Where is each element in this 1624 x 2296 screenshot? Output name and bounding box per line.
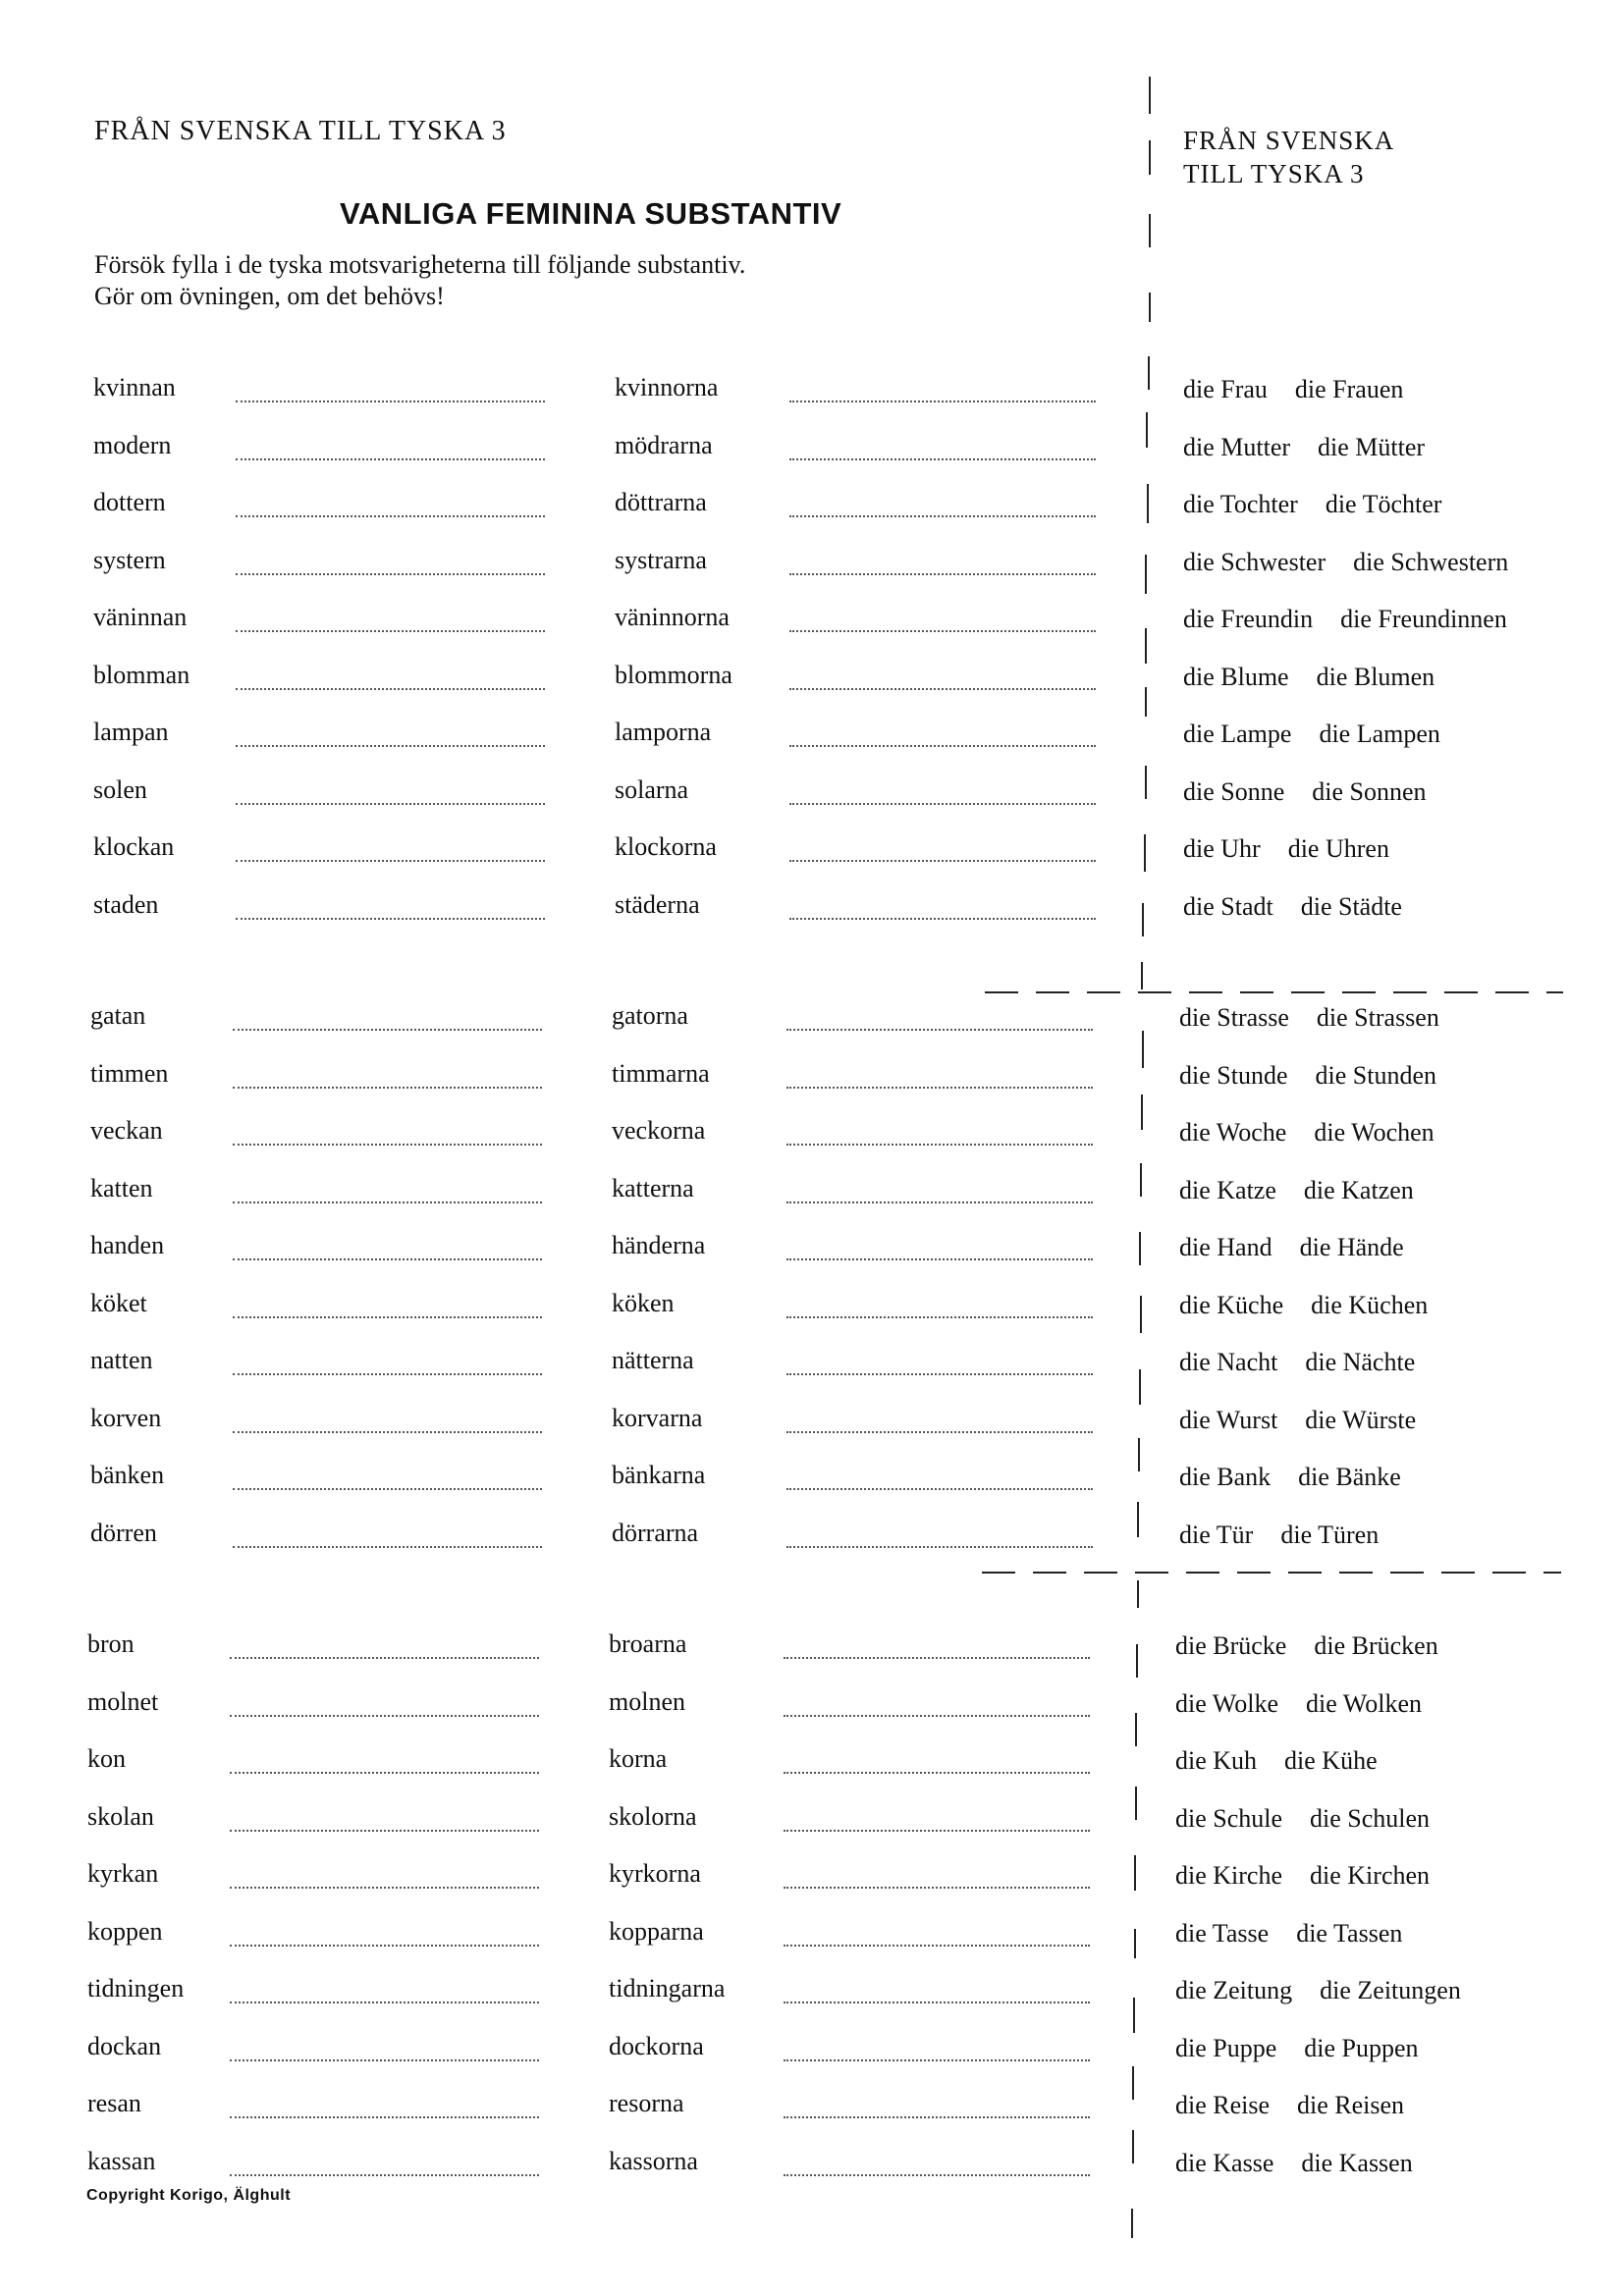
swedish-plural: katterna bbox=[612, 1173, 694, 1202]
swedish-singular: timmen bbox=[90, 1058, 169, 1088]
fold-dash bbox=[1543, 1572, 1561, 1574]
german-plural: die Lampen bbox=[1319, 720, 1440, 748]
answer-blank-plural[interactable] bbox=[784, 2116, 1090, 2118]
german-singular: die Schwester bbox=[1183, 547, 1326, 576]
answer-blank-plural[interactable] bbox=[784, 1657, 1090, 1659]
german-singular: die Mutter bbox=[1183, 432, 1291, 461]
german-answer bbox=[1183, 605, 1507, 634]
german-singular: die Stadt bbox=[1183, 891, 1273, 921]
german-plural: die Bänke bbox=[1298, 1463, 1401, 1491]
german-plural: die Schwestern bbox=[1353, 547, 1509, 576]
swedish-singular: handen bbox=[90, 1231, 165, 1259]
swedish-singular: väninnan bbox=[93, 603, 188, 631]
german-answer bbox=[1175, 2034, 1419, 2063]
swedish-singular: modern bbox=[93, 430, 172, 459]
instruction-line-1: Försök fylla i de tyska motsvarigheterna till följande substantiv. bbox=[94, 250, 746, 279]
fold-dash bbox=[1084, 1572, 1117, 1574]
cut-line-segment bbox=[1149, 140, 1151, 175]
german-singular: die Tochter bbox=[1183, 490, 1298, 518]
german-answer bbox=[1179, 1176, 1414, 1205]
swedish-singular: kyrkan bbox=[87, 1859, 159, 1888]
answer-key-header bbox=[1183, 124, 1394, 190]
german-singular: die Strasse bbox=[1179, 1003, 1289, 1032]
german-plural: die Brücken bbox=[1314, 1631, 1438, 1660]
cut-line-segment bbox=[1145, 766, 1147, 799]
german-answer bbox=[1179, 1521, 1379, 1550]
swedish-singular: lampan bbox=[93, 718, 169, 746]
answer-blank-singular[interactable] bbox=[233, 1373, 542, 1375]
swedish-plural: veckorna bbox=[612, 1116, 706, 1145]
swedish-plural: molnen bbox=[609, 1686, 685, 1716]
cut-line-segment bbox=[1142, 903, 1144, 936]
german-plural: die Schulen bbox=[1310, 1803, 1431, 1833]
german-plural: die Strassen bbox=[1316, 1003, 1439, 1032]
swedish-singular: dörren bbox=[90, 1518, 157, 1547]
swedish-plural: kassorna bbox=[609, 2146, 698, 2175]
answer-blank-plural[interactable] bbox=[789, 860, 1096, 862]
german-singular: die Kuh bbox=[1175, 1746, 1258, 1775]
answer-blank-plural[interactable] bbox=[786, 1373, 1093, 1375]
answer-blank-singular[interactable] bbox=[233, 1029, 542, 1031]
answer-blank-singular[interactable] bbox=[233, 1258, 542, 1260]
german-answer bbox=[1175, 2091, 1404, 2120]
answer-blank-plural[interactable] bbox=[786, 1546, 1093, 1548]
german-singular: die Lampe bbox=[1183, 720, 1292, 748]
german-answer bbox=[1175, 1631, 1438, 1661]
german-plural: die Küchen bbox=[1311, 1290, 1429, 1319]
german-singular: die Hand bbox=[1179, 1233, 1272, 1261]
german-singular: die Tasse bbox=[1175, 1918, 1270, 1948]
cut-line-segment bbox=[1149, 214, 1151, 247]
swedish-plural: solarna bbox=[615, 774, 689, 804]
cut-line-segment bbox=[1135, 1787, 1137, 1820]
answer-blank-plural[interactable] bbox=[789, 803, 1096, 805]
swedish-plural: timmarna bbox=[612, 1058, 710, 1088]
cut-line-segment bbox=[1146, 412, 1148, 448]
swedish-singular: katten bbox=[90, 1173, 153, 1202]
cut-line-segment bbox=[1136, 1644, 1138, 1678]
swedish-singular: bron bbox=[87, 1629, 135, 1658]
german-answer bbox=[1175, 1804, 1430, 1834]
german-plural: die Frauen bbox=[1294, 375, 1404, 403]
fold-dash bbox=[1441, 1572, 1475, 1574]
german-answer bbox=[1183, 834, 1389, 864]
german-singular: die Uhr bbox=[1183, 834, 1261, 863]
answer-blank-singular[interactable] bbox=[233, 1431, 542, 1433]
cut-line-segment bbox=[1134, 1929, 1136, 1958]
answer-blank-plural[interactable] bbox=[784, 1945, 1090, 1947]
cut-line-segment bbox=[1139, 1232, 1141, 1265]
answer-blank-singular[interactable] bbox=[230, 1945, 539, 1947]
german-singular: die Zeitung bbox=[1175, 1976, 1293, 2004]
swedish-singular: skolan bbox=[87, 1801, 154, 1831]
answer-key-header-line-2: TILL TYSKA 3 bbox=[1183, 159, 1365, 188]
german-plural: die Würste bbox=[1305, 1405, 1417, 1434]
cut-line-segment bbox=[1147, 484, 1149, 523]
german-answer bbox=[1179, 1003, 1439, 1033]
swedish-plural: gatorna bbox=[612, 1001, 688, 1030]
german-singular: die Freundin bbox=[1183, 605, 1314, 633]
fold-dash bbox=[1189, 991, 1222, 993]
german-singular: die Frau bbox=[1183, 375, 1268, 403]
answer-blank-singular[interactable] bbox=[233, 1546, 542, 1548]
german-plural: die Sonnen bbox=[1312, 776, 1427, 806]
german-plural: die Türen bbox=[1280, 1520, 1380, 1549]
german-singular: die Puppe bbox=[1175, 2033, 1277, 2062]
swedish-singular: tidningen bbox=[87, 1974, 185, 2002]
answer-blank-plural[interactable] bbox=[784, 2059, 1090, 2061]
german-answer bbox=[1183, 777, 1427, 807]
german-plural: die Uhren bbox=[1287, 834, 1389, 863]
german-answer bbox=[1175, 1746, 1378, 1776]
cut-line-segment bbox=[1137, 1580, 1139, 1608]
answer-blank-singular[interactable] bbox=[233, 1316, 542, 1318]
german-singular: die Tür bbox=[1179, 1520, 1254, 1549]
german-answer bbox=[1183, 720, 1440, 749]
answer-blank-singular[interactable] bbox=[236, 688, 545, 690]
fold-dash bbox=[1288, 1572, 1322, 1574]
answer-blank-singular[interactable] bbox=[230, 2002, 539, 2003]
answer-blank-plural[interactable] bbox=[786, 1087, 1093, 1089]
fold-dash bbox=[1087, 991, 1120, 993]
german-singular: die Brücke bbox=[1175, 1631, 1287, 1660]
swedish-plural: dörrarna bbox=[612, 1518, 699, 1547]
fold-dash bbox=[1036, 991, 1069, 993]
answer-blank-singular[interactable] bbox=[236, 918, 545, 920]
german-singular: die Reise bbox=[1175, 2091, 1271, 2119]
answer-blank-singular[interactable] bbox=[236, 458, 545, 460]
german-singular: die Kirche bbox=[1175, 1861, 1283, 1890]
fold-dash bbox=[1390, 1572, 1424, 1574]
german-answer bbox=[1183, 433, 1425, 462]
answer-blank-plural[interactable] bbox=[784, 1887, 1090, 1889]
cut-line-segment bbox=[1145, 628, 1147, 664]
german-singular: die Stunde bbox=[1179, 1060, 1288, 1090]
answer-blank-singular[interactable] bbox=[236, 400, 545, 402]
answer-blank-plural[interactable] bbox=[789, 745, 1096, 747]
german-answer bbox=[1179, 1406, 1416, 1435]
german-answer bbox=[1175, 1689, 1422, 1719]
german-answer bbox=[1179, 1291, 1428, 1320]
swedish-plural: städerna bbox=[615, 889, 700, 919]
answer-blank-plural[interactable] bbox=[789, 573, 1096, 575]
german-plural: die Mütter bbox=[1318, 432, 1426, 461]
answer-blank-plural[interactable] bbox=[789, 918, 1096, 920]
answer-blank-singular[interactable] bbox=[236, 630, 545, 632]
swedish-singular: korven bbox=[90, 1403, 162, 1432]
cut-line-segment bbox=[1133, 1998, 1135, 2033]
swedish-singular: blomman bbox=[93, 660, 190, 689]
answer-blank-plural[interactable] bbox=[784, 1715, 1090, 1717]
answer-blank-singular[interactable] bbox=[230, 1830, 539, 1832]
swedish-plural: bänkarna bbox=[612, 1461, 706, 1489]
swedish-plural: resorna bbox=[609, 2089, 684, 2117]
swedish-plural: korna bbox=[609, 1744, 668, 1773]
german-plural: die Kassen bbox=[1301, 2148, 1413, 2177]
swedish-plural: klockorna bbox=[615, 832, 717, 861]
fold-dash bbox=[1393, 991, 1427, 993]
answer-blank-singular[interactable] bbox=[236, 803, 545, 805]
answer-blank-singular[interactable] bbox=[230, 1657, 539, 1659]
swedish-singular: koppen bbox=[87, 1916, 163, 1946]
answer-blank-plural[interactable] bbox=[786, 1316, 1093, 1318]
german-singular: die Blume bbox=[1183, 662, 1289, 691]
answer-blank-plural[interactable] bbox=[784, 2174, 1090, 2176]
answer-blank-plural[interactable] bbox=[786, 1144, 1093, 1146]
cut-line-segment bbox=[1145, 555, 1147, 594]
answer-blank-singular[interactable] bbox=[230, 2174, 539, 2176]
cut-line-segment bbox=[1149, 77, 1151, 114]
copyright-notice: Copyright Korigo, Älghult bbox=[86, 2187, 292, 2204]
swedish-singular: systern bbox=[93, 545, 166, 574]
answer-blank-singular[interactable] bbox=[230, 1772, 539, 1774]
swedish-singular: veckan bbox=[90, 1116, 163, 1145]
swedish-plural: kyrkorna bbox=[609, 1859, 701, 1888]
german-answer bbox=[1175, 1861, 1430, 1891]
fold-dash bbox=[982, 1572, 1015, 1574]
answer-blank-singular[interactable] bbox=[236, 573, 545, 575]
german-singular: die Kasse bbox=[1175, 2148, 1274, 2177]
fold-dash bbox=[985, 991, 1018, 993]
fold-dash bbox=[1186, 1572, 1219, 1574]
german-plural: die Puppen bbox=[1304, 2033, 1419, 2062]
answer-blank-plural[interactable] bbox=[784, 1830, 1090, 1832]
answer-blank-singular[interactable] bbox=[230, 1887, 539, 1889]
swedish-plural: korvarna bbox=[612, 1403, 703, 1432]
german-answer bbox=[1183, 663, 1435, 692]
swedish-singular: bänken bbox=[90, 1461, 165, 1489]
swedish-plural: lamporna bbox=[615, 718, 712, 746]
cut-line-segment bbox=[1145, 687, 1147, 717]
german-plural: die Blumen bbox=[1316, 662, 1435, 691]
swedish-singular: kassan bbox=[87, 2146, 156, 2175]
swedish-singular: staden bbox=[93, 889, 159, 919]
german-plural: die Hände bbox=[1299, 1233, 1404, 1261]
swedish-plural: dockorna bbox=[609, 2031, 704, 2060]
german-plural: die Töchter bbox=[1325, 490, 1442, 518]
answer-blank-singular[interactable] bbox=[236, 515, 545, 517]
answer-blank-singular[interactable] bbox=[230, 2059, 539, 2061]
german-answer bbox=[1179, 1233, 1404, 1262]
german-plural: die Stunden bbox=[1315, 1060, 1436, 1090]
fold-dash bbox=[1237, 1572, 1271, 1574]
german-answer bbox=[1175, 1919, 1402, 1949]
fold-dash bbox=[1291, 991, 1325, 993]
answer-blank-singular[interactable] bbox=[230, 1715, 539, 1717]
fold-dash bbox=[1342, 991, 1376, 993]
cut-line-segment bbox=[1132, 2066, 1134, 2100]
fold-dash bbox=[1240, 991, 1273, 993]
cut-line-segment bbox=[1132, 2130, 1134, 2163]
swedish-plural: systrarna bbox=[615, 545, 707, 574]
swedish-singular: dottern bbox=[93, 488, 166, 516]
german-answer bbox=[1179, 1118, 1435, 1148]
german-plural: die Katzen bbox=[1303, 1175, 1414, 1204]
cut-line-segment bbox=[1148, 356, 1150, 390]
german-singular: die Wolke bbox=[1175, 1688, 1279, 1718]
answer-blank-singular[interactable] bbox=[233, 1087, 542, 1089]
swedish-singular: resan bbox=[87, 2089, 141, 2117]
german-singular: die Sonne bbox=[1183, 776, 1285, 806]
answer-blank-singular[interactable] bbox=[233, 1144, 542, 1146]
swedish-singular: gatan bbox=[90, 1001, 146, 1030]
german-plural: die Reisen bbox=[1297, 2091, 1405, 2119]
answer-blank-plural[interactable] bbox=[786, 1201, 1093, 1203]
answer-blank-plural[interactable] bbox=[786, 1258, 1093, 1260]
swedish-plural: väninnorna bbox=[615, 603, 730, 631]
german-answer bbox=[1179, 1463, 1401, 1492]
swedish-singular: klockan bbox=[93, 832, 175, 861]
german-answer bbox=[1183, 548, 1508, 577]
cut-line-segment bbox=[1138, 1438, 1140, 1471]
instruction-line-2: Gör om övningen, om det behövs! bbox=[94, 282, 445, 310]
answer-blank-plural[interactable] bbox=[789, 688, 1096, 690]
cut-line-segment bbox=[1141, 962, 1143, 989]
answer-blank-plural[interactable] bbox=[786, 1029, 1093, 1031]
swedish-plural: blommorna bbox=[615, 660, 732, 689]
answer-blank-plural[interactable] bbox=[789, 630, 1096, 632]
german-answer bbox=[1179, 1061, 1436, 1091]
german-singular: die Wurst bbox=[1179, 1405, 1278, 1434]
answer-blank-plural[interactable] bbox=[784, 1772, 1090, 1774]
fold-dash bbox=[1033, 1572, 1066, 1574]
swedish-singular: kvinnan bbox=[93, 373, 176, 401]
worksheet-header: FRÅN SVENSKA TILL TYSKA 3 bbox=[94, 116, 507, 146]
german-singular: die Bank bbox=[1179, 1463, 1272, 1491]
worksheet-title: VANLIGA FEMININA SUBSTANTIV bbox=[340, 196, 842, 231]
german-singular: die Katze bbox=[1179, 1175, 1276, 1204]
german-plural: die Wolken bbox=[1306, 1688, 1423, 1718]
answer-blank-plural[interactable] bbox=[784, 2002, 1090, 2003]
answer-blank-singular[interactable] bbox=[236, 860, 545, 862]
swedish-plural: kopparna bbox=[609, 1916, 704, 1946]
answer-blank-plural[interactable] bbox=[789, 515, 1096, 517]
cut-line-segment bbox=[1139, 1369, 1141, 1405]
german-plural: die Tassen bbox=[1296, 1918, 1403, 1948]
german-singular: die Schule bbox=[1175, 1803, 1283, 1833]
swedish-plural: händerna bbox=[612, 1231, 706, 1259]
answer-key-header-line-1: FRÅN SVENSKA bbox=[1183, 126, 1395, 155]
german-answer bbox=[1175, 1976, 1461, 2005]
swedish-singular: kon bbox=[87, 1744, 126, 1773]
cut-line-segment bbox=[1137, 1502, 1139, 1537]
german-singular: die Woche bbox=[1179, 1118, 1287, 1147]
fold-dash bbox=[1546, 991, 1563, 993]
swedish-plural: broarna bbox=[609, 1629, 687, 1658]
cut-line-segment bbox=[1142, 1031, 1144, 1068]
cut-line-segment bbox=[1144, 834, 1146, 872]
fold-dash bbox=[1492, 1572, 1526, 1574]
swedish-plural: köken bbox=[612, 1288, 675, 1317]
fold-dash bbox=[1135, 1572, 1168, 1574]
german-plural: die Kirchen bbox=[1310, 1861, 1431, 1890]
swedish-singular: solen bbox=[93, 774, 147, 804]
german-plural: die Wochen bbox=[1314, 1118, 1435, 1147]
cut-line-segment bbox=[1149, 293, 1151, 322]
german-plural: die Zeitungen bbox=[1320, 1976, 1461, 2004]
swedish-singular: dockan bbox=[87, 2031, 162, 2060]
german-answer bbox=[1183, 892, 1402, 922]
swedish-plural: kvinnorna bbox=[615, 373, 719, 401]
answer-blank-plural[interactable] bbox=[786, 1488, 1093, 1490]
german-plural: die Kühe bbox=[1284, 1746, 1378, 1775]
german-singular: die Nacht bbox=[1179, 1348, 1278, 1376]
german-answer bbox=[1183, 375, 1403, 404]
german-answer bbox=[1175, 2149, 1413, 2178]
cut-line-segment bbox=[1140, 1296, 1142, 1333]
swedish-singular: köket bbox=[90, 1288, 147, 1317]
german-plural: die Nächte bbox=[1305, 1348, 1416, 1376]
swedish-plural: mödrarna bbox=[615, 430, 713, 459]
answer-blank-plural[interactable] bbox=[789, 458, 1096, 460]
german-answer bbox=[1183, 490, 1441, 519]
answer-blank-plural[interactable] bbox=[789, 400, 1096, 402]
answer-blank-singular[interactable] bbox=[230, 2116, 539, 2118]
cut-line-segment bbox=[1135, 1713, 1137, 1746]
fold-dash bbox=[1495, 991, 1529, 993]
german-plural: die Städte bbox=[1300, 891, 1402, 921]
cut-line-segment bbox=[1141, 1095, 1143, 1130]
cut-line-segment bbox=[1140, 1163, 1142, 1197]
swedish-plural: döttrarna bbox=[615, 488, 707, 516]
fold-dash bbox=[1444, 991, 1478, 993]
fold-dash bbox=[1138, 991, 1171, 993]
cut-line-segment bbox=[1131, 2209, 1133, 2238]
swedish-singular: molnet bbox=[87, 1686, 159, 1716]
answer-blank-plural[interactable] bbox=[786, 1431, 1093, 1433]
swedish-plural: skolorna bbox=[609, 1801, 697, 1831]
cut-line-segment bbox=[1134, 1855, 1136, 1891]
german-answer bbox=[1179, 1348, 1415, 1377]
answer-blank-singular[interactable] bbox=[236, 745, 545, 747]
swedish-plural: tidningarna bbox=[609, 1974, 726, 2002]
swedish-plural: nätterna bbox=[612, 1346, 694, 1374]
swedish-singular: natten bbox=[90, 1346, 153, 1374]
german-singular: die Küche bbox=[1179, 1290, 1284, 1319]
fold-dash bbox=[1339, 1572, 1373, 1574]
answer-blank-singular[interactable] bbox=[233, 1488, 542, 1490]
answer-blank-singular[interactable] bbox=[233, 1201, 542, 1203]
german-plural: die Freundinnen bbox=[1340, 605, 1507, 633]
